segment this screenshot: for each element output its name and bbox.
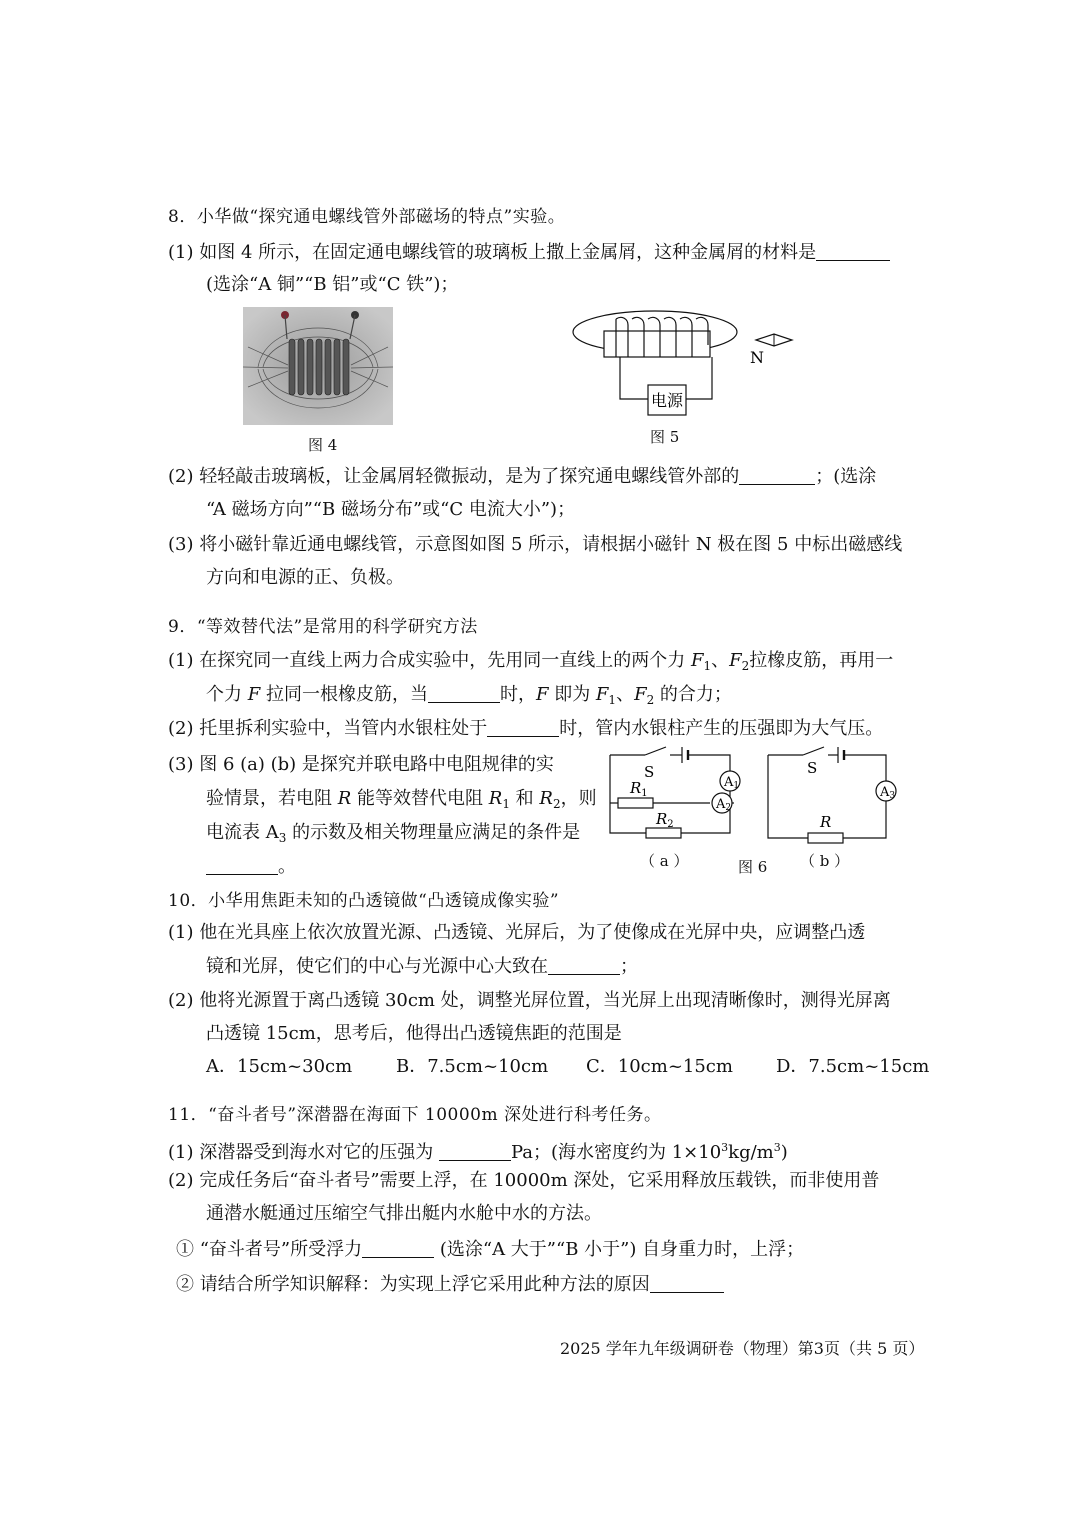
figure5-caption: 图 5 (650, 428, 680, 446)
figure6b-caption: （ b ） (800, 852, 850, 870)
q9-part2: (2) 托里拆利实验中，当管内水银柱处于 时，管内水银柱产生的压强即为大气压。 (168, 718, 884, 739)
q8-part2-line1: (2) 轻轻敲击玻璃板，让金属屑轻微振动，是为了探究通电螺线管外部的 ；(选涂 (168, 466, 877, 487)
figure4-photo-iron-filings (243, 307, 393, 425)
q8-part2-line2: “A 磁场方向”“B 磁场分布”或“C 电流大小”)； (206, 499, 576, 520)
answer-blank[interactable] (362, 1239, 434, 1258)
q10-part1-line1: (1) 他在光具座上依次放置光源、凸透镜、光屏后，为了使像成在光屏中央，应调整凸透 (168, 922, 866, 943)
q11-sub2: ② 请结合所学知识解释：为实现上浮它采用此种方法的原因 (176, 1272, 724, 1298)
q10-option-a[interactable]: A．15cm~30cm (206, 1056, 353, 1077)
answer-blank[interactable] (739, 466, 815, 485)
q11-part2-line2: 通潜水艇通过压缩空气排出艇内水舱中水的方法。 (206, 1203, 602, 1224)
q8-part1-line2: (选涂“A 铜”“B 铝”或“C 铁”)； (206, 274, 459, 295)
page-footer: 2025 学年九年级调研卷（物理）第3页（共 5 页） (560, 1339, 925, 1358)
answer-blank[interactable] (650, 1274, 724, 1293)
answer-blank[interactable] (548, 956, 620, 975)
q9-part3-line4: 。 (206, 854, 296, 880)
svg-text:R: R (820, 813, 832, 831)
answer-blank[interactable] (439, 1142, 511, 1161)
q9-part1-line1: (1) 在探究同一直线上两力合成实验中，先用同一直线上的两个力 $F_1$、$F_2$拉橡皮筋，再用一 (168, 650, 894, 673)
svg-text:A2: A2 (716, 797, 732, 813)
q10-heading: 10．小华用焦距未知的凸透镜做“凸透镜成像实验” (168, 891, 560, 911)
figure4-caption: 图 4 (308, 436, 338, 454)
q11-heading: 11．“奋斗者号”深潜器在海面下 10000m 深处进行科考任务。 (168, 1105, 662, 1125)
q10-option-d[interactable]: D．7.5cm~15cm (776, 1056, 930, 1077)
power-source-label: 电源 (650, 391, 684, 410)
q11-part2-line1: (2) 完成任务后“奋斗者号”需要上浮，在 10000m 深处，它采用释放压载铁，而非使用普 (168, 1170, 880, 1191)
switch-label-b: S (807, 759, 818, 777)
q10-part1-line2: 镜和光屏，使它们的中心与光源中心大致在 ； (206, 956, 638, 977)
q9-part3-line3: 电流表 $A_3$ 的示数及相关物理量应满足的条件是 (206, 822, 581, 845)
svg-text:A3: A3 (880, 785, 896, 801)
q10-part2-line2: 凸透镜 15cm，思考后，他得出凸透镜焦距的范围是 (206, 1023, 622, 1044)
svg-text:R1: $R_1$ (630, 779, 648, 799)
answer-blank[interactable] (428, 684, 500, 703)
iron-filings-image (243, 307, 393, 425)
q9-part1-line2: 个力 F 拉同一根橡皮筋，当 时，F 即为 $F_1$、$F_2$ 的合力； (206, 684, 732, 707)
svg-text:A1: A1 (724, 775, 740, 791)
q9-part3-line1: (3) 图 6 (a) (b) 是探究并联电路中电阻规律的实 (168, 754, 554, 775)
q9-part3-line2: 验情景，若电阻 R 能等效替代电阻 $R_1$ 和 $R_2$，则 (206, 788, 597, 811)
needle-north-label: N (750, 348, 764, 367)
q11-sub1: ① “奋斗者号”所受浮力 (选涂“A 大于”“B 小于”) 自身重力时，上浮； (176, 1239, 805, 1260)
q8-heading: 8．小华做“探究通电螺线管外部磁场的特点”实验。 (168, 207, 566, 227)
q11-part1: (1) 深潜器受到海水对它的压强为 Pa；(海水密度约为 $1\times 10^3kg/m^3$) (168, 1141, 788, 1163)
svg-text:R2: $R_2$ (656, 810, 674, 830)
q8-part3-line2: 方向和电源的正、负极。 (206, 567, 404, 588)
figure6a-caption: （ a ） (640, 852, 689, 870)
q8-part1-line1: (1) 如图 4 所示，在固定通电螺线管的玻璃板上撒上金属屑，这种金属屑的材料是 (168, 240, 890, 266)
q10-option-b[interactable]: B．7.5cm~10cm (396, 1056, 549, 1077)
answer-blank[interactable] (206, 856, 278, 875)
q9-heading: 9．“等效替代法”是常用的科学研究方法 (168, 617, 478, 637)
figure6-caption: 图 6 (738, 858, 768, 876)
q8-part3-line1: (3) 将小磁针靠近通电螺线管，示意图如图 5 所示，请根据小磁针 N 极在图 5 中标出磁感线 (168, 534, 903, 555)
q10-option-c[interactable]: C．10cm~15cm (586, 1056, 733, 1077)
answer-blank[interactable] (487, 718, 559, 737)
switch-label-a: S (644, 763, 655, 781)
figure5-solenoid-diagram (570, 305, 800, 420)
answer-blank[interactable] (816, 242, 890, 261)
q10-part2-line1: (2) 他将光源置于离凸透镜 30cm 处，调整光屏位置，当光屏上出现清晰像时，测得光屏离 (168, 990, 891, 1011)
